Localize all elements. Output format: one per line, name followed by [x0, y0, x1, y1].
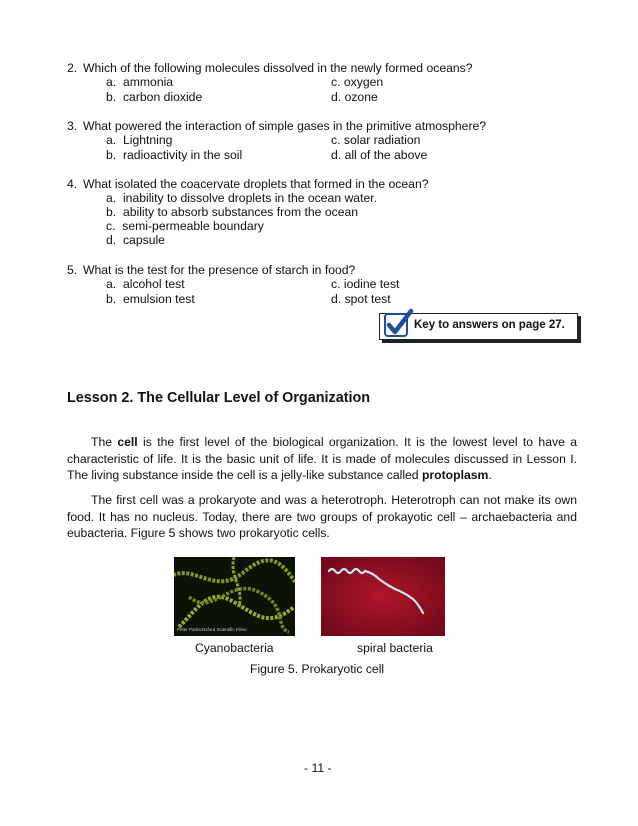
term-protoplasm: protoplasm: [421, 468, 489, 482]
option-b: b. ability to absorb substances from the ocean: [106, 205, 359, 219]
option-a: a. alcohol test: [106, 277, 185, 291]
paragraph-prokaryote: The first cell was a prokaryote and was a heterotroph. Heterotroph can not make its own food. It has no nucleus. Today, there are two groups of prokayotic cell – archaebacteria and eubacteria. Figure 5 shows two prokaryotic cells.: [67, 493, 577, 540]
question-number: 4.: [67, 177, 78, 191]
option-b: b. emulsion test: [106, 292, 195, 306]
question-3: [67, 119, 486, 133]
option-a: a. Lightning: [106, 133, 173, 147]
checkmark-icon: [382, 308, 414, 340]
paragraph-cell: The cell is the first level of the biological organization. It is the lowest level to have a characteristic of life. It is the basic unit of life. It is made of molecules discussed in Lesson I. The living substance inside the cell is a jelly-like substance called protoplasm.: [67, 435, 577, 482]
option-c: c. solar radiation: [331, 133, 421, 147]
photo-credit: Peter Parks/Oxford Scientific Films: [177, 627, 247, 632]
option-b: b. carbon dioxide: [106, 90, 203, 104]
answer-key-text: Key to answers on page 27.: [414, 319, 565, 331]
option-c: c. oxygen: [331, 75, 384, 89]
option-c: c. iodine test: [331, 277, 400, 291]
option-a: a. inability to dissolve droplets in the ocean water.: [106, 191, 378, 205]
question-2: [67, 61, 473, 75]
term-cell: cell: [117, 435, 138, 449]
lesson-title: Lesson 2. The Cellular Level of Organization: [67, 390, 371, 406]
spiral-bacteria-image: [321, 557, 445, 636]
page-number: - 11 -: [304, 761, 332, 775]
option-c: c. semi-permeable boundary: [106, 219, 264, 233]
question-number: 3.: [67, 119, 78, 133]
option-d: d. all of the above: [331, 148, 428, 162]
spiral-bacteria-photo: [321, 557, 445, 636]
answer-key-note: [379, 313, 578, 340]
option-a: a. ammonia: [106, 75, 174, 89]
question-text: What isolated the coacervate droplets that formed in the ocean?: [83, 177, 429, 191]
option-d: d. spot test: [331, 292, 391, 306]
option-d: d. ozone: [331, 90, 378, 104]
question-text: What is the test for the presence of starch in food?: [83, 263, 356, 277]
cyanobacteria-caption: Cyanobacteria: [195, 641, 274, 655]
question-5: [67, 263, 355, 277]
cyanobacteria-photo: [174, 557, 295, 636]
cyanobacteria-image: [174, 557, 295, 636]
figure-caption: Figure 5. Prokaryotic cell: [250, 662, 385, 676]
question-text: Which of the following molecules dissolved in the newly formed oceans?: [83, 61, 473, 75]
question-number: 5.: [67, 263, 78, 277]
question-number: 2.: [67, 61, 78, 75]
spiral-bacteria-caption: spiral bacteria: [357, 641, 433, 655]
option-b: b. radioactivity in the soil: [106, 148, 243, 162]
question-text: What powered the interaction of simple gases in the primitive atmosphere?: [83, 119, 487, 133]
option-d: d. capsule: [106, 233, 165, 247]
question-4: [67, 177, 429, 191]
